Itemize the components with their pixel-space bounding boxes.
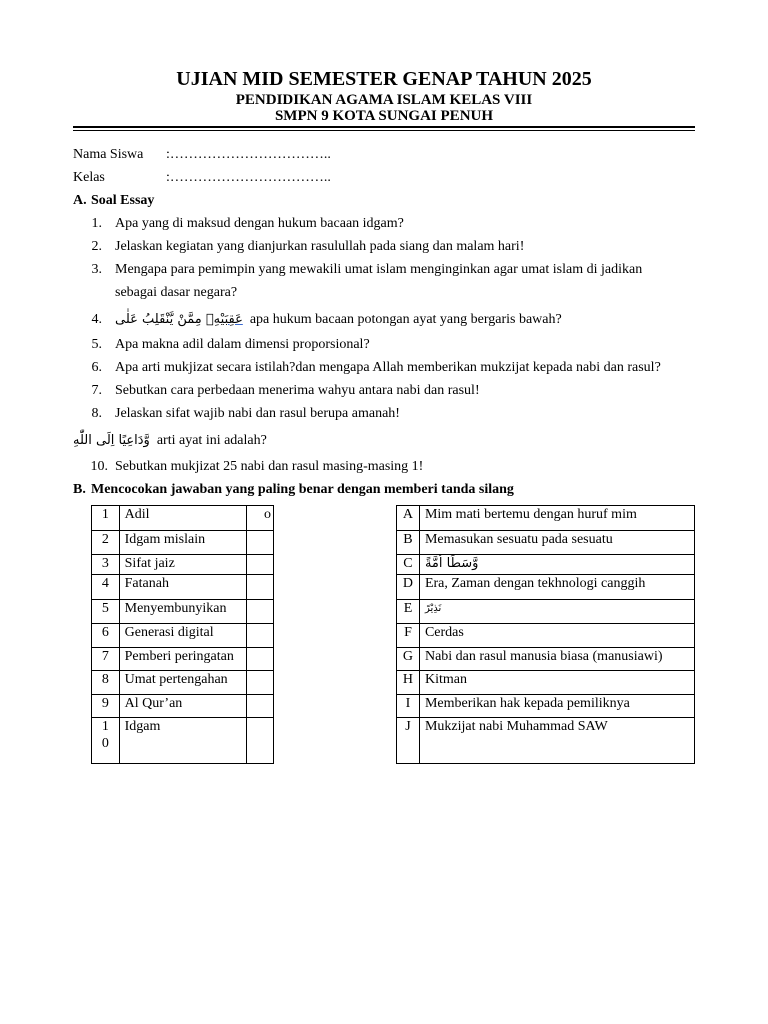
arabic-verse: وَّدَاعِيًا اِلَى اللّٰهِ bbox=[73, 433, 150, 448]
term-cell: Umat pertengahan bbox=[119, 671, 247, 695]
answers-table bbox=[396, 505, 695, 764]
row-number: 3 bbox=[92, 555, 120, 575]
terms-table bbox=[91, 505, 274, 764]
term-cell: Fatanah bbox=[119, 575, 247, 600]
term-cell: Generasi digital bbox=[119, 624, 247, 648]
table-row bbox=[397, 624, 695, 648]
underlined-word: عَقِبَيْهِۗ bbox=[205, 312, 243, 327]
answer-mark-cell[interactable] bbox=[247, 671, 274, 695]
answer-letter: F bbox=[397, 624, 420, 648]
answer-cell: Era, Zaman dengan tekhnologi canggih bbox=[419, 575, 694, 600]
table-row bbox=[92, 718, 274, 764]
school-name: SMPN 9 KOTA SUNGAI PENUH bbox=[274, 108, 494, 124]
answer-cell: Mukzijat nabi Muhammad SAW bbox=[419, 718, 694, 764]
row-number: 8 bbox=[92, 671, 120, 695]
question-number: 10. bbox=[90, 459, 108, 474]
row-number: 4 bbox=[92, 575, 120, 600]
question-text: Apa arti mukjizat secara istilah?dan mengapa Allah memberikan mukzijat kepada nabi dan rasul? bbox=[115, 360, 661, 375]
answer-letter: G bbox=[397, 648, 420, 671]
row-number: 9 bbox=[92, 695, 120, 718]
term-cell: Idgam mislain bbox=[119, 531, 247, 555]
answer-mark-cell[interactable] bbox=[247, 648, 274, 671]
header-divider-thick bbox=[73, 126, 695, 128]
row-number: 2 bbox=[92, 531, 120, 555]
answer-cell: Cerdas bbox=[419, 624, 694, 648]
answer-mark-cell[interactable] bbox=[247, 600, 274, 624]
table-row bbox=[92, 555, 274, 575]
student-name-label: Nama Siswa bbox=[73, 147, 144, 162]
question-text: apa hukum bacaan potongan ayat yang bergaris bawah? bbox=[249, 312, 562, 327]
question-number: 2. bbox=[91, 239, 102, 254]
row-number-digit: 1 bbox=[101, 719, 109, 734]
table-row bbox=[92, 671, 274, 695]
answer-cell-arabic: نَذِيْرً bbox=[419, 600, 694, 624]
table-row bbox=[92, 600, 274, 624]
row-number: 5 bbox=[92, 600, 120, 624]
row-number: 1 bbox=[92, 506, 120, 531]
question-number: 3. bbox=[91, 262, 102, 277]
answer-mark-cell[interactable]: o bbox=[247, 506, 274, 531]
exam-subject: PENDIDIKAN AGAMA ISLAM KELAS VIII bbox=[235, 92, 533, 108]
question-text: Apa makna adil dalam dimensi proporsional? bbox=[115, 337, 370, 352]
answer-cell: Kitman bbox=[419, 671, 694, 695]
answer-letter: A bbox=[397, 506, 420, 531]
table-row bbox=[397, 506, 695, 531]
arabic-verse-fragment: مِمَّنْ يَّنْقَلِبُ عَلٰى bbox=[115, 312, 202, 327]
question-4-line bbox=[115, 311, 562, 328]
arabic-verse-underlined bbox=[115, 312, 243, 327]
row-number-digit: 0 bbox=[101, 736, 109, 751]
student-name-field[interactable]: :…………………………….. bbox=[166, 147, 331, 162]
question-text: Jelaskan sifat wajib nabi dan rasul berupa amanah! bbox=[115, 406, 400, 421]
table-row bbox=[92, 506, 274, 531]
table-row bbox=[397, 575, 695, 600]
answer-mark-cell[interactable] bbox=[247, 624, 274, 648]
table-row bbox=[397, 695, 695, 718]
table-row bbox=[92, 531, 274, 555]
answer-cell: Mim mati bertemu dengan huruf mim bbox=[419, 506, 694, 531]
table-row bbox=[397, 718, 695, 764]
answer-cell: Memasukan sesuatu pada sesuatu bbox=[419, 531, 694, 555]
question-text: Jelaskan kegiatan yang dianjurkan rasulullah pada siang dan malam hari! bbox=[115, 239, 525, 254]
answer-mark-cell[interactable] bbox=[247, 575, 274, 600]
class-label: Kelas bbox=[73, 170, 105, 185]
exam-title: UJIAN MID SEMESTER GENAP TAHUN 2025 bbox=[176, 68, 592, 90]
question-text: Apa yang di maksud dengan hukum bacaan idgam? bbox=[115, 216, 404, 231]
answer-letter: H bbox=[397, 671, 420, 695]
term-cell: Pemberi peringatan bbox=[119, 648, 247, 671]
question-number: 1. bbox=[91, 216, 102, 231]
question-number: 8. bbox=[91, 406, 102, 421]
answer-letter: D bbox=[397, 575, 420, 600]
table-row bbox=[92, 648, 274, 671]
answer-letter: B bbox=[397, 531, 420, 555]
question-text-continued: sebagai dasar negara? bbox=[115, 285, 238, 300]
row-number: 6 bbox=[92, 624, 120, 648]
row-number bbox=[92, 718, 120, 764]
table-row bbox=[397, 600, 695, 624]
answer-mark-cell[interactable] bbox=[247, 695, 274, 718]
question-number: 7. bbox=[91, 383, 102, 398]
section-b-letter: B. bbox=[73, 482, 86, 497]
section-b-title: Mencocokan jawaban yang paling benar dengan memberi tanda silang bbox=[91, 482, 514, 497]
question-text: Mengapa para pemimpin yang mewakili umat islam menginginkan agar umat islam di jadikan bbox=[115, 262, 643, 277]
table-row bbox=[397, 671, 695, 695]
question-text: arti ayat ini adalah? bbox=[156, 433, 267, 448]
answer-mark-cell[interactable] bbox=[247, 718, 274, 764]
question-text: Sebutkan mukjizat 25 nabi dan rasul masing-masing 1! bbox=[115, 459, 424, 474]
answer-cell-arabic: وَّسَطًا اُمَّةً bbox=[419, 555, 694, 575]
answer-mark-cell[interactable] bbox=[247, 555, 274, 575]
section-a-title: Soal Essay bbox=[91, 193, 155, 208]
answer-letter: C bbox=[397, 555, 420, 575]
answer-letter: I bbox=[397, 695, 420, 718]
table-row bbox=[397, 555, 695, 575]
question-number: 6. bbox=[91, 360, 102, 375]
term-cell: Menyembunyikan bbox=[119, 600, 247, 624]
table-row bbox=[92, 624, 274, 648]
question-text: Sebutkan cara perbedaan menerima wahyu antara nabi dan rasul! bbox=[115, 383, 480, 398]
answer-cell: Nabi dan rasul manusia biasa (manusiawi) bbox=[419, 648, 694, 671]
answer-mark-cell[interactable] bbox=[247, 531, 274, 555]
term-cell: Adil bbox=[119, 506, 247, 531]
answer-letter: J bbox=[397, 718, 420, 764]
term-cell: Sifat jaiz bbox=[119, 555, 247, 575]
term-cell: Al Qur’an bbox=[119, 695, 247, 718]
answer-cell: Memberikan hak kepada pemiliknya bbox=[419, 695, 694, 718]
header-divider-thin bbox=[73, 130, 695, 131]
table-row bbox=[92, 695, 274, 718]
table-row bbox=[92, 575, 274, 600]
row-number: 7 bbox=[92, 648, 120, 671]
question-9-line bbox=[73, 432, 267, 449]
answer-letter: E bbox=[397, 600, 420, 624]
question-number: 4. bbox=[91, 312, 102, 327]
term-cell: Idgam bbox=[119, 718, 247, 764]
section-a-letter: A. bbox=[73, 193, 87, 208]
class-field[interactable]: :…………………………….. bbox=[166, 170, 331, 185]
table-row bbox=[397, 648, 695, 671]
table-row bbox=[397, 531, 695, 555]
question-number: 5. bbox=[91, 337, 102, 352]
